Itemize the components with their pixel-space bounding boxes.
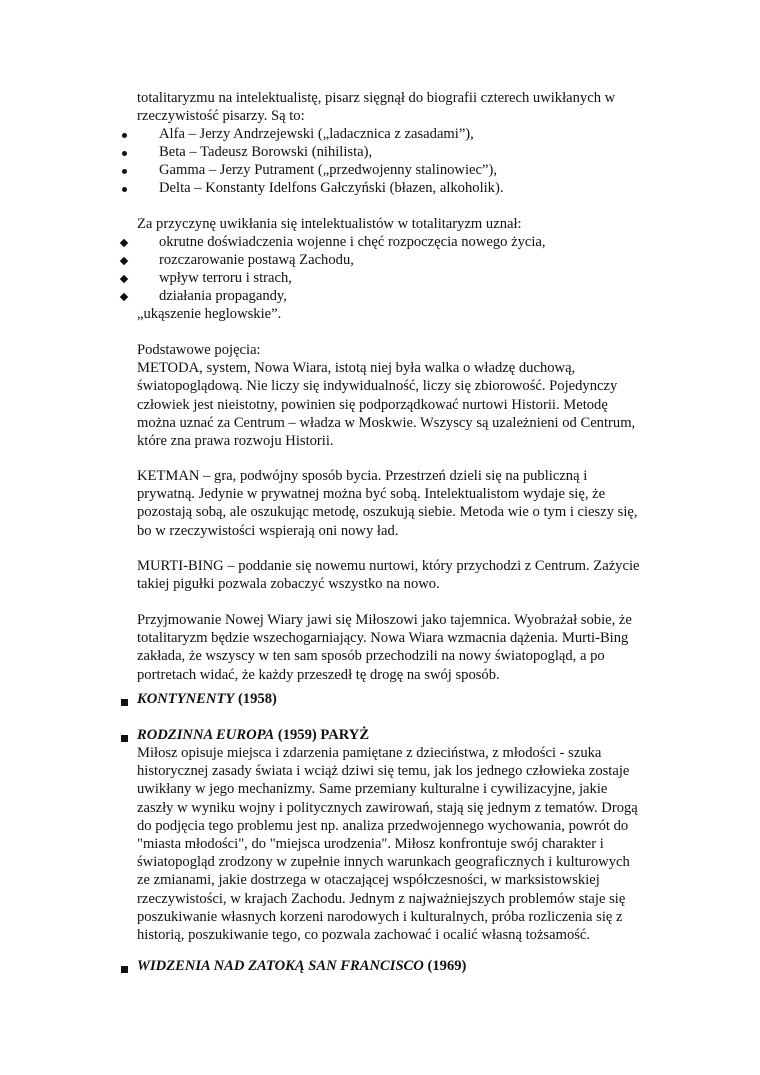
text-line: Przyjmowanie Nowej Wiary jawi się Miłoszowi jako tajemnica. Wyobrażał sobie, że	[137, 612, 632, 628]
murti-paragraph	[137, 557, 697, 593]
text-line: światopogląd zrodzony w zupełnie innych warunkach geograficznych i kulturowych	[137, 854, 630, 871]
section-year: (1959) PARYŻ	[274, 727, 370, 743]
bullet-square-icon	[117, 729, 131, 747]
text-line: poszukiwanie własnych korzeni narodowych i kulturalnych, próba rozliczenia się z	[137, 908, 623, 925]
text-line: historią, poszukiwanie tego, co pozwala zachować i ocalić własną tożsamość.	[137, 926, 591, 943]
section-year: (1969)	[423, 958, 467, 974]
bullet-square-icon	[117, 960, 131, 978]
bullet-diamond-icon	[117, 287, 131, 305]
text-line: ze zmianami, jakie dostrzega w otaczającej współczesności, w marksistowskiej	[137, 872, 600, 889]
text-line: uwikłany w jego mechanizmy. Same przemiany kulturalne i cywilizacyjne, jakie	[137, 781, 608, 798]
concepts-section	[137, 341, 697, 450]
section-heading-rodzinna-europa	[137, 726, 369, 744]
list-item: Alfa – Jerzy Andrzejewski („ladacznica z zasadami”),	[159, 126, 474, 142]
nowa-wiara-paragraph	[137, 611, 697, 684]
list-item: wpływ terroru i strach,	[159, 270, 292, 286]
list-item: okrutne doświadczenia wojenne i chęć rozpoczęcia nowego życia,	[159, 234, 546, 250]
text-line: zakłada, że wszyscy w ten sam sposób przechodzili na nowy światopogląd, a po	[137, 648, 605, 665]
section-year: (1958)	[234, 691, 277, 707]
section-title: KONTYNENTY	[137, 691, 235, 707]
list-item: działania propagandy,	[159, 288, 287, 304]
text-line: rzeczywistość pisarzy. Są to:	[137, 108, 305, 125]
ketman-paragraph	[137, 467, 697, 540]
causes-last	[137, 305, 697, 323]
bullet-dot-icon	[117, 143, 131, 161]
text-line: które zna prawa rozwoju Historii.	[137, 432, 334, 449]
text-line: METODA, system, Nowa Wiara, istotą niej była walka o władzę duchową,	[137, 360, 576, 377]
list-item: Delta – Konstanty Idelfons Gałczyński (błazen, alkoholik).	[159, 180, 504, 196]
text-line: rzeczywistości, w krajach Zachodu. Jednym z najważniejszych problemów staje się	[137, 890, 626, 907]
bullet-square-icon	[117, 693, 131, 711]
text-line: portretach widać, że każdy przeszedł tę drogę na swój sposób.	[137, 666, 500, 683]
text-line: takiej pigułki pozwala zobaczyć wszystko na nowo.	[137, 576, 440, 593]
text-line: „ukąszenie heglowskie”.	[137, 306, 282, 322]
section-heading-kontynenty	[137, 690, 277, 708]
bullet-diamond-icon	[117, 269, 131, 287]
text-line: Za przyczynę uwikłania się intelektualistów w totalitaryzm uznał:	[137, 216, 522, 232]
section-heading-widzenia	[137, 957, 466, 975]
rodzinna-paragraph	[137, 744, 697, 944]
text-line: MURTI-BING – poddanie się nowemu nurtowi, który przychodzi z Centrum. Zażycie	[137, 558, 640, 574]
concepts-heading: Podstawowe pojęcia:	[137, 342, 261, 358]
intro-paragraph	[137, 89, 697, 125]
text-line: prywatną. Jedynie w prywatnej można być sobą. Intelektualistom wydaje się, że	[137, 486, 606, 503]
text-line: człowiek jest nieistotny, powinien się podporządkować nurtowi Historii. Metodę	[137, 396, 608, 413]
bullet-dot-icon	[117, 125, 131, 143]
bullet-diamond-icon	[117, 233, 131, 251]
text-line: "miasta młodości", do "miejsca urodzenia". Miłosz konfrontuje swój charakter i	[137, 835, 604, 852]
bullet-dot-icon	[117, 161, 131, 179]
text-line: bo w rzeczywistości wspierają oni nowy ład.	[137, 522, 399, 539]
bullet-dot-icon	[117, 179, 131, 197]
list-item: rozczarowanie postawą Zachodu,	[159, 252, 354, 268]
text-line: totalitaryzmu na intelektualistę, pisarz sięgnął do biografii czterech uwikłanych w	[137, 90, 616, 106]
text-line: światopoglądową. Nie liczy się indywidualność, liczy się zbiorowość. Pojedynczy	[137, 378, 618, 395]
list-item: Beta – Tadeusz Borowski (nihilista),	[159, 144, 373, 160]
causes-intro	[137, 215, 697, 233]
text-line: można uznać za Centrum – władza w Moskwie. Wszyscy są uzależnieni od Centrum,	[137, 414, 636, 431]
list-item: Gamma – Jerzy Putrament („przedwojenny stalinowiec”),	[159, 162, 497, 178]
text-line: historycznej zasady świata i wciąż dziwi się temu, jak los jednego człowieka zostaje	[137, 763, 630, 780]
text-line: KETMAN – gra, podwójny sposób bycia. Przestrzeń dzieli się na publiczną i	[137, 468, 588, 484]
text-line: pozostają sobą, ale oszukując metodę, oszukują siebie. Metoda wie o tym i cieszy się,	[137, 504, 638, 521]
section-title: WIDZENIA NAD ZATOKĄ SAN FRANCISCO	[137, 958, 424, 974]
bullet-diamond-icon	[117, 251, 131, 269]
section-title: RODZINNA EUROPA	[137, 727, 275, 743]
text-line: totalitaryzm będzie wszechogarniający. Nowa Wiara wzmacnia dążenia. Murti-Bing	[137, 630, 629, 647]
text-line: zaszły w wyniku wojny i politycznych zawirowań, stają się jednym z tematów. Drogą	[137, 799, 638, 816]
text-line: do podjęcia tego problemu jest np. analiza przedwojennego wychowania, powrót do	[137, 817, 629, 834]
text-line: Miłosz opisuje miejsca i zdarzenia pamiętane z dzieciństwa, z młodości - szuka	[137, 745, 602, 761]
